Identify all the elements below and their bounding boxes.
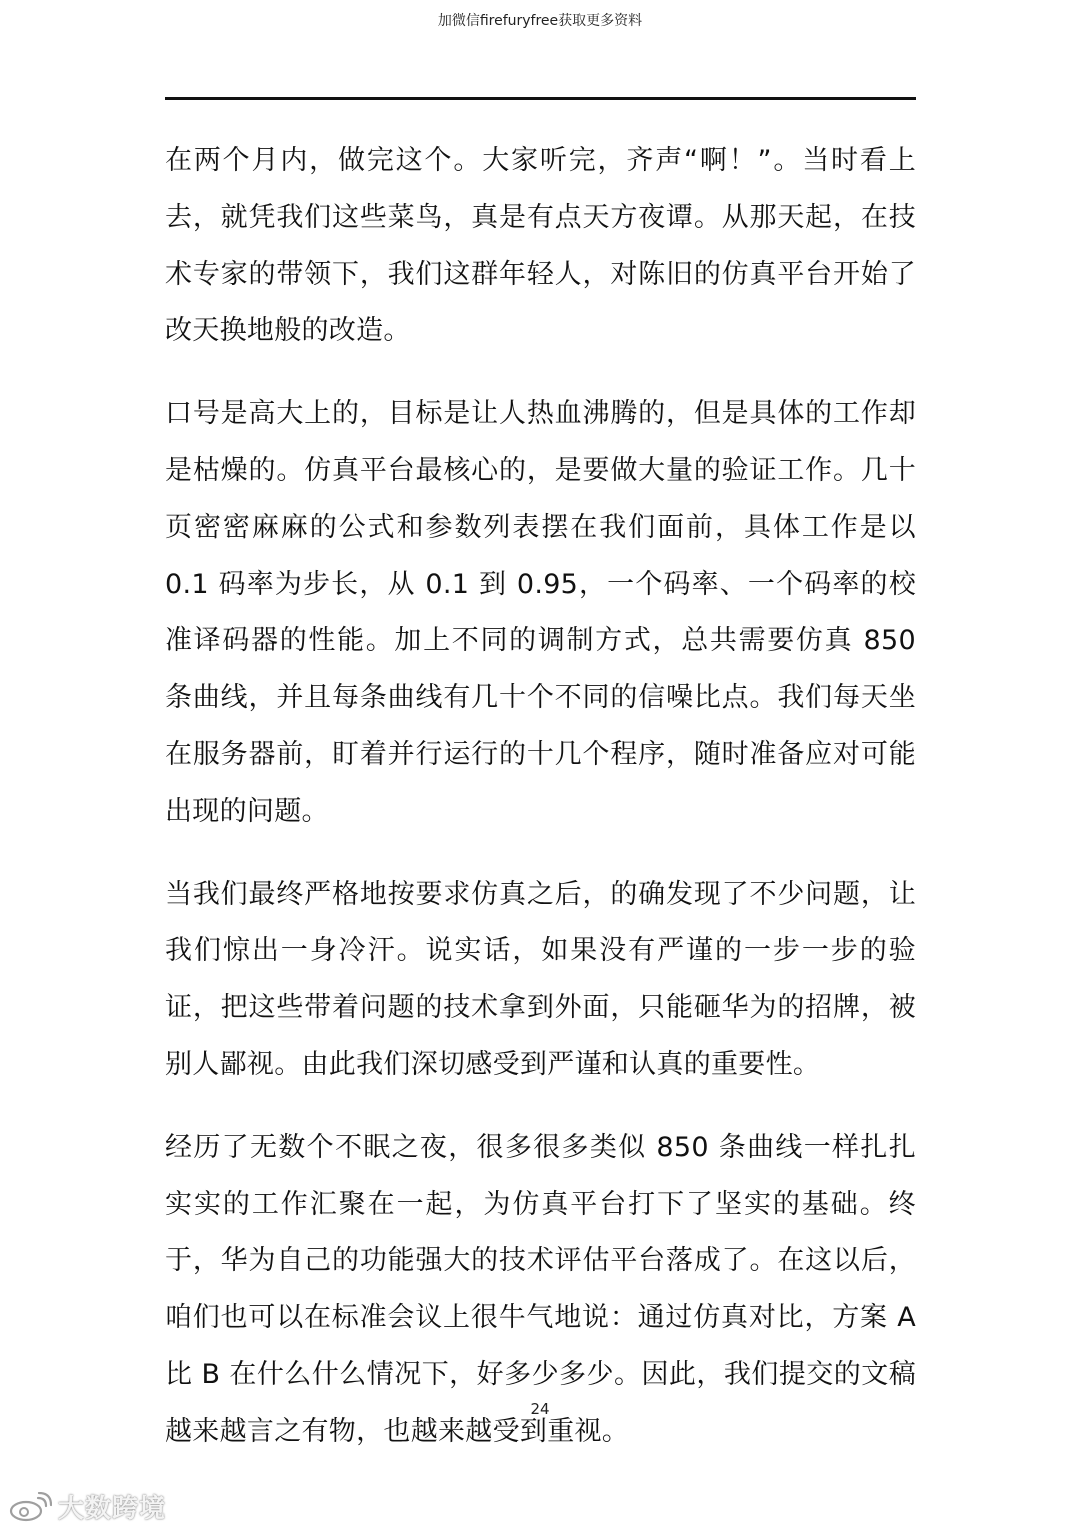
- paragraph-4: 经历了无数个不眠之夜，很多很多类似 850 条曲线一样扎扎实实的工作汇聚在一起，为仿真平台打下了坚实的基础。终于，华为自己的功能强大的技术评估平台落成了。在这以后，咱们也可以在标准会议上很牛气地说：通过仿真对比，方案 A 比 B 在什么什么情况下，好多少多少。因此，我们提交的文稿越来越言之有物，也越来越受到重视。: [165, 1131, 916, 1447]
- weibo-logo-icon: [8, 1492, 52, 1522]
- paragraph-3: 当我们最终严格地按要求仿真之后，的确发现了不少问题，让我们惊出一身冷汗。说实话，如果没有严谨的一步一步的验证，把这些带着问题的技术拿到外面，只能砸华为的招牌，被别人鄙视。由此我们深切感受到严谨和认真的重要性。: [165, 878, 916, 1080]
- watermark: [8, 1488, 166, 1525]
- header-divider: [165, 97, 916, 100]
- paragraph-2: 口号是高大上的，目标是让人热血沸腾的，但是具体的工作却是枯燥的。仿真平台最核心的，是要做大量的验证工作。几十页密密麻麻的公式和参数列表摆在我们面前，具体工作是以 0.1 码率为步长，从 0.1 到 0.95，一个码率、一个码率的校准译码器的性能。加上不同的调制方式，总共需要仿真 850 条曲线，并且每条曲线有几十个不同的信噪比点。我们每天坐在服务器前，盯着并行运行的十几个程序，随时准备应对可能出现的问题。: [165, 398, 916, 827]
- page-header: 加微信firefuryfree获取更多资料: [437, 13, 643, 29]
- watermark-text: 大数跨境: [58, 1494, 167, 1524]
- page-number: 24: [530, 1400, 550, 1418]
- document-body: [165, 133, 916, 1487]
- paragraph-1: 在两个月内，做完这个。大家听完，齐声“啊！”。当时看上去，就凭我们这些菜鸟，真是有点天方夜谭。从那天起，在技术专家的带领下，我们这群年轻人，对陈旧的仿真平台开始了改天换地般的改造。: [165, 145, 916, 347]
